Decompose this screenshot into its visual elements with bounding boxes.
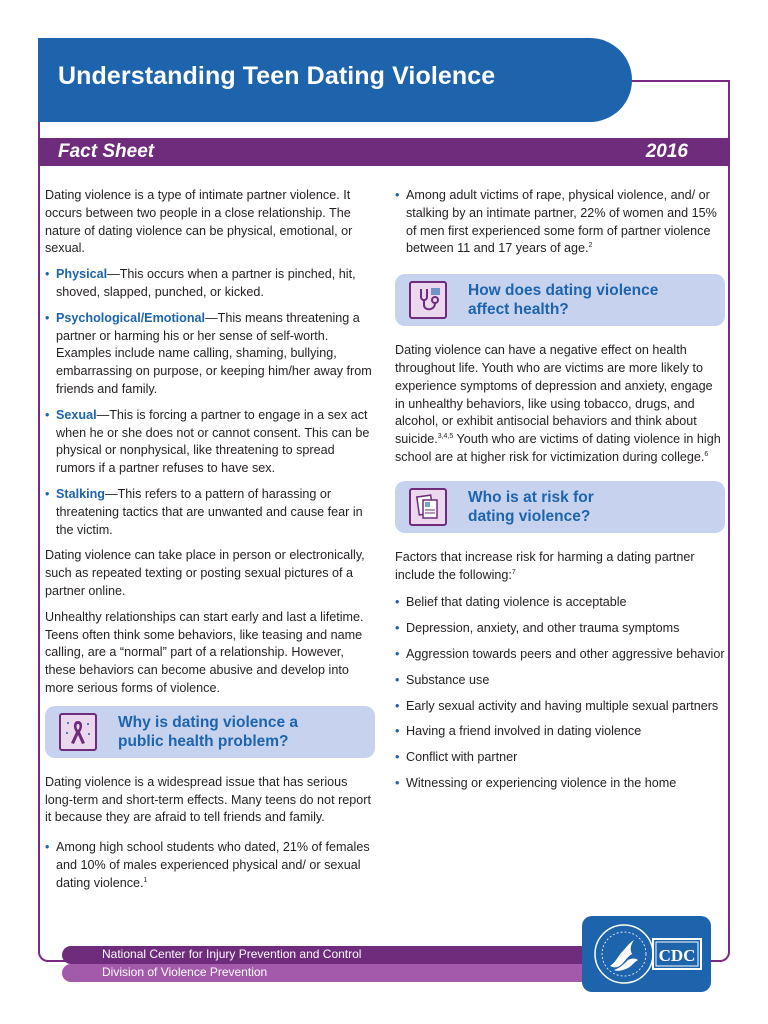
list-item: • Among high school students who dated, 21% of females and 10% of males experienced physical and/ or sexual dating violence.$^1$ [45,839,375,892]
type-term: Psychological/Emotional [56,310,206,325]
hhs-seal-icon [592,922,656,986]
page-title: Understanding Teen Dating Violence [58,62,496,90]
footer-center-band [62,946,592,964]
violence-types-list [45,266,375,539]
list-item: • Depression, anxiety, and other trauma symptoms [395,620,725,638]
online-violence-paragraph: Dating violence can take place in person or electronically, such as repeated texting or posting sexual pictures of a partner online. [45,548,365,598]
intro-paragraph: Dating violence is a type of intimate partner violence. It occurs between two people in a close relationship. The nature of dating violence can be physical, emotional, or sexual. [45,188,353,256]
risk-heading-box [395,481,725,533]
cdc-logo-icon [652,938,702,970]
list-item [45,407,375,478]
list-item: • Belief that dating violence is acceptable [395,594,725,612]
type-term: Physical [56,267,108,282]
type-description: —This means threatening a partner or harming his or her sense of self-worth. Examples include name calling, shaming, bullying, embarrassing on purpose, or keeping him/her away from friends and family. [56,310,372,396]
list-item: • Early sexual activity and having multiple sexual partners [395,698,725,716]
health-effects-paragraph: Dating violence can have a negative effect on health throughout life. Youth who are victims are more likely to experience symptoms of depression and anxiety, engage in unhealthy behaviors, like using tobacco, drugs, and alcohol, or exhibit antisocial behaviors and think about suicide.$^{3,4,5}$ Youth who are victims of dating violence in high school are at higher risk for victimization during college.$^6$ [395,343,721,464]
fact-sheet-label: Fact Sheet [58,141,155,162]
year-label: 2016 [645,141,688,162]
list-item: • Aggression towards peers and other aggressive behavior [395,646,725,664]
type-term: Stalking [56,486,105,501]
box-heading: Why is dating violence a public health problem? [118,713,299,750]
list-item: • Conflict with partner [395,749,725,767]
list-item: • Witnessing or experiencing violence in the home [395,775,725,793]
footer-center-name: National Center for Injury Prevention and Control [102,947,362,961]
statistics-list-continued [395,187,725,258]
statistics-list [45,839,375,892]
risk-factors-list [395,594,725,792]
list-item [45,266,375,302]
list-item: • Among adult victims of rape, physical violence, and/ or stalking by an intimate partner, 22% of women and 15% of men first experienced some form of partner violence between 11 and 17 years of age.$^2$ [395,187,725,258]
title-banner [38,38,632,122]
documents-icon [409,488,447,526]
widespread-issue-paragraph: Dating violence is a widespread issue that has serious long-term and short-term effects. Many teens do not report it because they are afraid to tell friends and family. [45,774,371,825]
svg-text:CDC: CDC [658,946,696,965]
box-heading: How does dating violence affect health? [468,282,659,319]
risk-intro-paragraph: Factors that increase risk for harming a dating partner include the following:$^7$ [395,549,695,582]
logo-panel [582,916,711,992]
list-item: • Substance use [395,672,725,690]
awareness-ribbon-icon [59,713,97,751]
type-term: Sexual [56,407,97,422]
health-effects-heading-box [395,274,725,326]
list-item: • Having a friend involved in dating violence [395,723,725,741]
stethoscope-icon [409,281,447,319]
frame-top-edge [620,80,730,82]
list-item [45,486,375,539]
list-item [45,310,375,399]
fact-sheet-bar [38,138,730,166]
type-description: —This occurs when a partner is pinched, hit, shoved, slapped, punched, or kicked. [56,267,356,299]
right-column [395,187,725,801]
type-description: —This is forcing a partner to engage in a sex act when he or she does not or cannot consent. This can be physical or nonphysical, like threatening to spread rumors if a partner refuses to have sex. [56,407,370,476]
type-description: —This refers to a pattern of harassing or threatening tactics that are unwanted and cause fear in the victim. [56,486,363,537]
unhealthy-relationships-paragraph: Unhealthy relationships can start early and last a lifetime. Teens often think some behaviors, like teasing and name calling, are a “normal” part of a relationship. However, these behaviors can become abusive and develop into more serious forms of violence. [45,609,364,695]
box-heading: Who is at risk for dating violence? [468,488,594,525]
public-health-heading-box [45,706,375,758]
footer-division-band [62,964,592,982]
left-column [45,187,375,901]
footer-division-name: Division of Violence Prevention [102,965,268,979]
